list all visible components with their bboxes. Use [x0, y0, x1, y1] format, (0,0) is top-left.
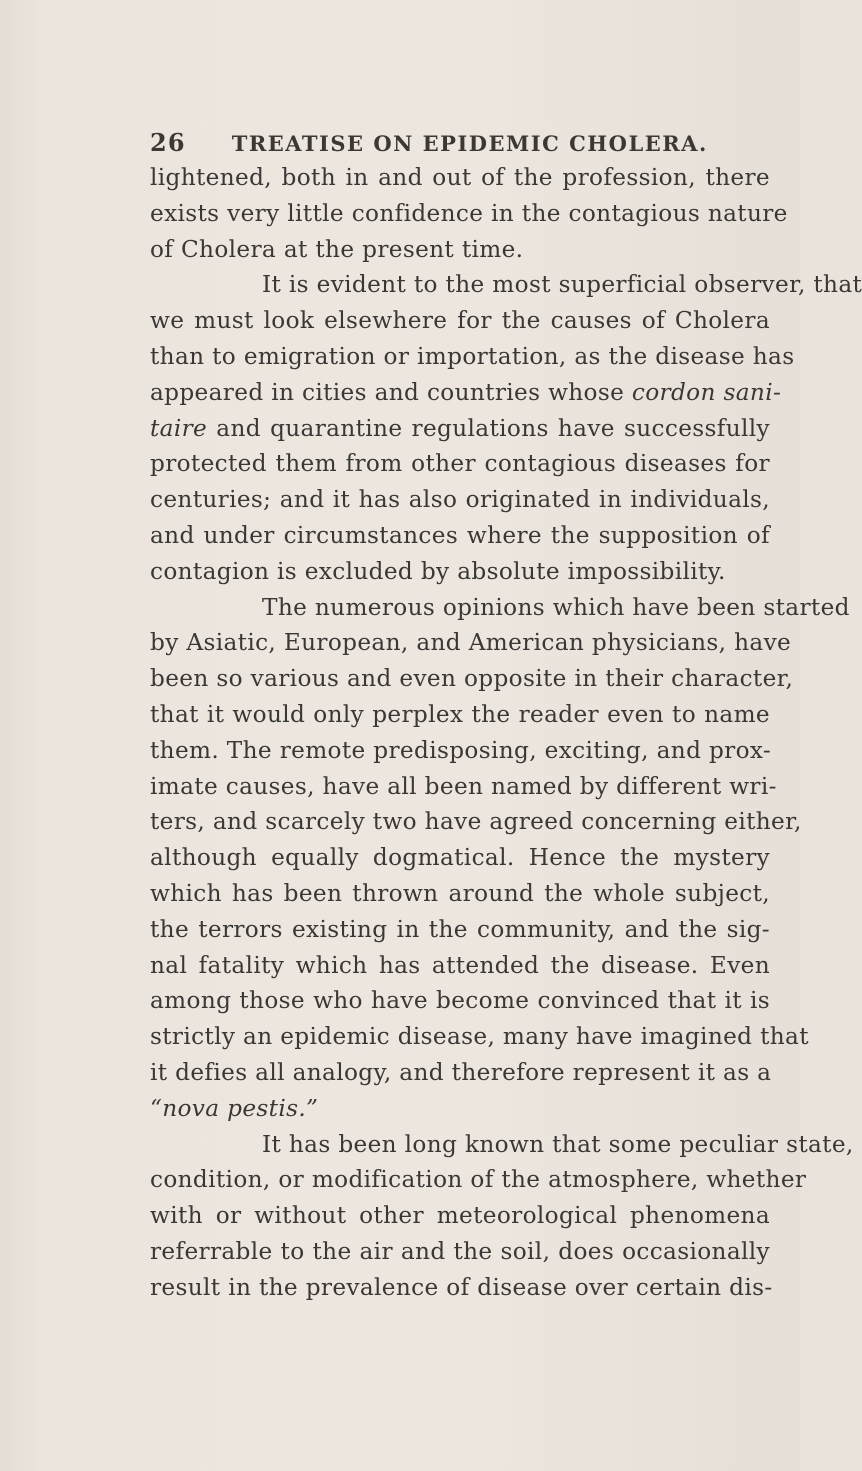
- text-line: strictly an epidemic disease, many have imagined that: [150, 1023, 809, 1051]
- text-line: than to emigration or importation, as the disease has: [150, 342, 795, 370]
- text-line: among those who have become convinced that it is: [150, 987, 770, 1015]
- text-line: it defies all analogy, and therefore represent it as a: [150, 1058, 772, 1086]
- text-line: [150, 411, 770, 447]
- text-line: condition, or modification of the atmosphere, whether: [150, 1166, 807, 1194]
- text-line: by Asiatic, European, and American physicians, have: [150, 629, 792, 657]
- text-line: with or without other meteorological phenomena: [150, 1202, 770, 1230]
- text-line: been so various and even opposite in their character,: [150, 665, 794, 693]
- text-line: imate causes, have all been named by different wri-: [150, 772, 777, 800]
- text-line: that it would only perplex the reader even to name: [150, 700, 770, 728]
- text-line: although equally dogmatical. Hence the mystery: [150, 844, 770, 872]
- paragraph-start-line: The numerous opinions which have been started: [262, 593, 850, 621]
- text-line: [150, 1091, 770, 1127]
- page-number: 26: [150, 128, 186, 157]
- text-run: appeared in cities and countries whose: [150, 378, 632, 406]
- text-line: protected them from other contagious diseases for: [150, 450, 770, 478]
- paragraph-start-line: It is evident to the most superficial observer, that: [262, 271, 862, 299]
- text-line: centuries; and it has also originated in individuals,: [150, 486, 770, 514]
- text-line: them. The remote predisposing, exciting, and prox-: [150, 736, 772, 764]
- running-head: [150, 128, 790, 157]
- paragraph-start-line: It has been long known that some peculiar state,: [262, 1130, 854, 1158]
- running-title: TREATISE ON EPIDEMIC CHOLERA.: [231, 131, 708, 156]
- text-line: nal fatality which has attended the disease. Even: [150, 951, 770, 979]
- text-line: exists very little confidence in the contagious nature: [150, 199, 788, 227]
- italic-phrase: taire: [150, 414, 208, 442]
- body-text: [150, 160, 862, 1306]
- text-line: result in the prevalence of disease over certain dis-: [150, 1273, 773, 1301]
- text-line: the terrors existing in the community, and the sig-: [150, 915, 770, 943]
- text-line: lightened, both in and out of the profession, there: [150, 164, 770, 191]
- text-line: [150, 375, 782, 411]
- text-line: referrable to the air and the soil, does occasionally: [150, 1237, 770, 1265]
- text-line: ters, and scarcely two have agreed concerning either,: [150, 808, 802, 836]
- text-line: which has been thrown around the whole subject,: [150, 879, 770, 907]
- text-line: of Cholera at the present time.: [150, 235, 524, 263]
- italic-phrase: “nova pestis.”: [150, 1094, 319, 1122]
- text-line: and under circumstances where the supposition of: [150, 521, 770, 549]
- text-line: contagion is excluded by absolute impossibility.: [150, 557, 726, 585]
- text-line: we must look elsewhere for the causes of Cholera: [150, 307, 770, 335]
- text-run: and quarantine regulations have successfully: [207, 414, 770, 442]
- italic-phrase: cordon sani-: [631, 378, 782, 406]
